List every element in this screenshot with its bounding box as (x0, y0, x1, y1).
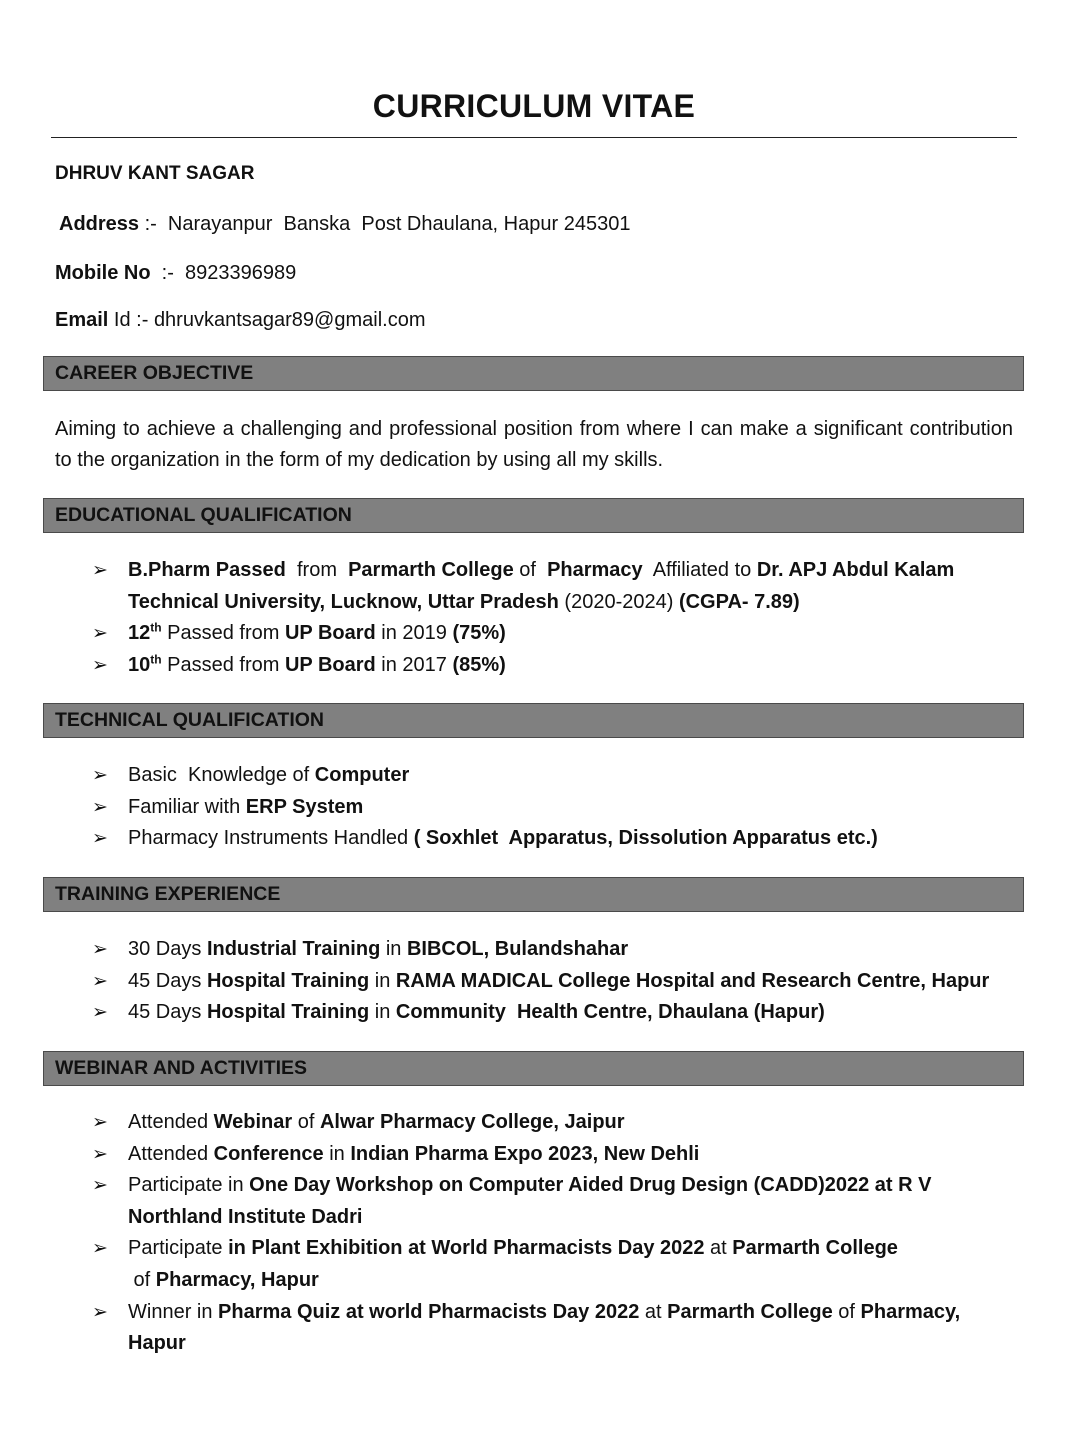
text-fragment: Winner in (128, 1300, 219, 1323)
section-header-career-objective: CAREER OBJECTIVE (43, 356, 1024, 391)
arrow-bullet-icon: ➢ (92, 828, 108, 850)
email-separator: Id :- (108, 309, 154, 331)
text-fragment: 30 Days (128, 938, 207, 960)
webinar-list (90, 1107, 1020, 1360)
training-type: Industrial Training (206, 938, 381, 960)
text-fragment: Familiar with (128, 795, 246, 818)
text-fragment: in (369, 1001, 396, 1024)
text-fragment: in 2019 (375, 622, 453, 645)
list-item (90, 1170, 1020, 1233)
college-name: Parmarth College (732, 1237, 898, 1260)
training-type: Hospital Training (206, 969, 370, 992)
list-item (90, 555, 1020, 618)
section-header-education: EDUCATIONAL QUALIFICATION (43, 498, 1024, 533)
list-item (90, 997, 1020, 1029)
class-number: 10 (128, 653, 151, 676)
list-item (90, 966, 1020, 998)
college-name-suffix: Pharmacy (547, 559, 643, 581)
skill-name: Computer (314, 764, 410, 786)
list-item (90, 760, 1020, 792)
address-separator: :- (139, 213, 168, 235)
page-title: CURRICULUM VITAE (372, 88, 696, 124)
activity-detail: Pharma Quiz at world Pharmacists Day 2022 (218, 1300, 640, 1323)
arrow-bullet-icon: ➢ (92, 1002, 108, 1024)
arrow-bullet-icon: ➢ (92, 1175, 108, 1197)
list-item (90, 1139, 1020, 1171)
list-item (90, 618, 1020, 650)
section-header-webinar: WEBINAR AND ACTIVITIES (43, 1051, 1024, 1086)
training-place: BIBCOL, Bulandshahar (406, 938, 629, 960)
text-fragment: Basic Knowledge of (128, 764, 315, 786)
activity-detail: One Day Workshop on Computer Aided Drug Design (CADD)2022 at R V Northland Institute Dadri (128, 1174, 932, 1228)
mobile-line (55, 262, 296, 285)
text-fragment: Pharmacy Instruments Handled (128, 827, 414, 850)
arrow-bullet-icon: ➢ (92, 654, 108, 676)
arrow-bullet-icon: ➢ (92, 623, 108, 645)
training-type: Hospital Training (206, 1001, 370, 1024)
skill-name: ( Soxhlet Apparatus, Dissolution Apparatus etc.) (413, 827, 878, 850)
text-fragment: of (832, 1300, 861, 1323)
college-name-suffix: Pharmacy, Hapur (155, 1268, 319, 1291)
college-name: Parmarth College (348, 559, 514, 581)
address-line (59, 213, 630, 236)
ordinal-suffix: th (150, 620, 162, 635)
text-fragment: from (285, 559, 349, 581)
arrow-bullet-icon: ➢ (92, 796, 108, 818)
college-name: Parmarth College (667, 1300, 833, 1323)
board-name: UP Board (284, 653, 376, 676)
text-fragment: Passed from (161, 653, 285, 676)
education-list (90, 555, 1020, 681)
arrow-bullet-icon: ➢ (92, 1301, 108, 1323)
arrow-bullet-icon: ➢ (92, 560, 108, 581)
skill-name: ERP System (245, 795, 364, 818)
text-fragment: in 2017 (375, 653, 453, 676)
activity-type: Webinar (213, 1111, 293, 1133)
text-fragment: at (639, 1300, 668, 1323)
address-value: Narayanpur Banska Post Dhaulana, Hapur 245301 (167, 213, 631, 235)
activity-place: Indian Pharma Expo 2023, New Dehli (350, 1142, 700, 1165)
arrow-bullet-icon: ➢ (92, 765, 108, 786)
text-fragment: Passed from (161, 622, 285, 645)
text-fragment: at (704, 1237, 733, 1260)
list-item (90, 792, 1020, 824)
activity-place: Alwar Pharmacy College, Jaipur (319, 1111, 625, 1133)
email-value: dhruvkantsagar89@gmail.com (153, 309, 426, 331)
title-divider (51, 137, 1017, 138)
list-item (90, 1233, 1020, 1296)
text-fragment: of (513, 559, 548, 581)
text-fragment: in (323, 1142, 351, 1165)
text-fragment: in (380, 938, 407, 960)
arrow-bullet-icon: ➢ (92, 1238, 108, 1260)
training-place: Community Health Centre, Dhaulana (Hapur) (395, 1001, 825, 1024)
section-header-training: TRAINING EXPERIENCE (43, 877, 1024, 912)
college-name-suffix: Pharmacy, Hapur (128, 1300, 961, 1355)
candidate-name: DHRUV KANT SAGAR (55, 163, 255, 184)
training-place: RAMA MADICAL College Hospital and Research Centre, Hapur (395, 969, 990, 992)
activity-type: Conference (213, 1142, 324, 1165)
ordinal-suffix: th (150, 652, 162, 667)
list-item (90, 823, 1020, 855)
text-fragment: 45 Days (128, 969, 207, 992)
mobile-label: Mobile No (55, 262, 151, 284)
arrow-bullet-icon: ➢ (92, 970, 108, 992)
year-range: (2020-2024) (558, 590, 679, 613)
address-label: Address (59, 213, 140, 235)
training-list (90, 934, 1020, 1029)
cgpa: (CGPA- 7.89) (678, 590, 800, 613)
text-fragment: of (128, 1268, 156, 1291)
text-fragment: Attended (128, 1142, 214, 1165)
email-line (55, 309, 425, 332)
activity-detail: in Plant Exhibition at World Pharmacists Day 2022 (228, 1237, 705, 1260)
section-header-technical: TECHNICAL QUALIFICATION (43, 703, 1024, 738)
list-item (90, 1297, 1020, 1360)
career-objective-text: Aiming to achieve a challenging and professional position from where I can make a significant contribution to the organization in the form of my dedication by using all my skills. (55, 418, 1013, 471)
board-name: UP Board (284, 622, 376, 645)
technical-list (90, 760, 1020, 855)
list-item (90, 934, 1020, 966)
text-fragment: Participate (128, 1237, 229, 1260)
class-number: 12 (128, 622, 151, 645)
arrow-bullet-icon: ➢ (92, 939, 108, 960)
score: (75%) (452, 622, 506, 645)
university-name: Dr. APJ Abdul Kalam Technical University, Lucknow, Uttar Pradesh (128, 559, 955, 613)
arrow-bullet-icon: ➢ (92, 1112, 108, 1133)
degree-name: B.Pharm Passed (128, 559, 286, 581)
text-fragment: of (292, 1111, 320, 1133)
text-fragment: 45 Days (128, 1001, 207, 1024)
list-item (90, 1107, 1020, 1139)
arrow-bullet-icon: ➢ (92, 1143, 108, 1165)
list-item (90, 650, 1020, 682)
text-fragment: Attended (128, 1111, 214, 1133)
mobile-value: 8923396989 (185, 262, 297, 284)
text-fragment: Affiliated to (642, 559, 757, 581)
mobile-separator: :- (150, 262, 185, 284)
email-label: Email (55, 309, 109, 331)
score: (85%) (452, 653, 506, 676)
text-fragment: Participate in (128, 1174, 250, 1197)
text-fragment: in (369, 969, 396, 992)
